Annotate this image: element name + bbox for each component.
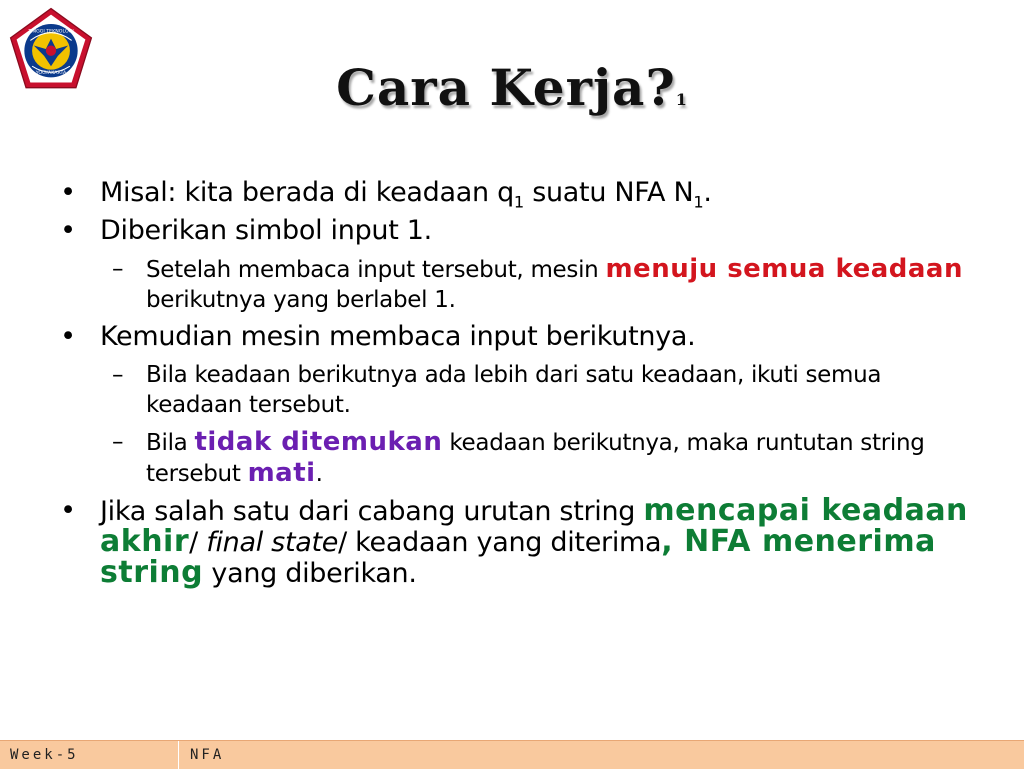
bullet-item bbox=[58, 177, 978, 212]
bullet-dot-icon: • bbox=[60, 495, 76, 526]
text-segment: Setelah membaca input tersebut, mesin bbox=[146, 257, 606, 283]
footer-bar bbox=[0, 740, 1024, 769]
emphasis-text: tidak ditemukan bbox=[194, 427, 443, 457]
bullet-list bbox=[58, 178, 978, 597]
emphasis-text: menuju semua keadaan bbox=[605, 254, 963, 284]
bullet-dot-icon: • bbox=[60, 321, 76, 352]
footer-topic-label: NFA bbox=[190, 747, 225, 763]
bullet-item bbox=[58, 322, 978, 352]
text-segment: Bila keadaan berikutnya ada lebih dari satu keadaan, ikuti semua keadaan tersebut. bbox=[146, 362, 882, 418]
text-segment: Jika salah satu dari cabang urutan string bbox=[100, 496, 644, 527]
text-segment: / keadaan yang diterima bbox=[338, 527, 662, 558]
slide-title-text: Cara Kerja? bbox=[336, 58, 676, 117]
emphasis-text: mencapai keadaan akhir bbox=[100, 493, 968, 559]
dash-icon: – bbox=[112, 429, 124, 455]
text-segment: Bila bbox=[146, 430, 195, 456]
text-segment: . bbox=[703, 177, 712, 208]
logo-bottom-text: YOGYAKARTA bbox=[35, 70, 67, 76]
text-segment: Diberikan simbol input 1. bbox=[100, 215, 432, 246]
text-segment: berikutnya yang berlabel 1. bbox=[146, 287, 456, 313]
sub-bullet-item bbox=[58, 427, 978, 489]
text-segment: / bbox=[189, 527, 207, 558]
bullet-item bbox=[58, 216, 978, 246]
text-segment: 1 bbox=[513, 192, 524, 212]
bullet-item bbox=[58, 493, 978, 590]
bullet-dot-icon: • bbox=[60, 215, 76, 246]
text-segment: keadaan berikutnya, maka runtutan string tersebut bbox=[146, 430, 925, 487]
footer-divider bbox=[178, 741, 179, 769]
dash-icon: – bbox=[112, 362, 124, 388]
text-segment: final state bbox=[206, 527, 339, 558]
text-segment: Misal: kita berada di keadaan q bbox=[100, 177, 514, 208]
emphasis-text: mati bbox=[247, 458, 316, 488]
sub-bullet-item bbox=[58, 360, 978, 420]
sub-bullet-item bbox=[58, 254, 978, 315]
text-segment: 1 bbox=[693, 192, 704, 212]
logo-top-text: TINGGI TEKNOLOGI bbox=[28, 29, 74, 35]
text-segment: . bbox=[315, 461, 323, 487]
footer-week-label: Week-5 bbox=[10, 747, 79, 763]
emphasis-text: , NFA menerima string bbox=[100, 524, 936, 590]
slide-title bbox=[0, 58, 1024, 117]
text-segment: yang diberikan. bbox=[203, 558, 417, 589]
text-segment: Kemudian mesin membaca input berikutnya. bbox=[100, 321, 696, 352]
text-segment: suatu NFA N bbox=[523, 177, 694, 208]
slide-title-sub: 1 bbox=[675, 90, 688, 109]
dash-icon: – bbox=[112, 256, 124, 282]
bullet-dot-icon: • bbox=[60, 177, 76, 208]
